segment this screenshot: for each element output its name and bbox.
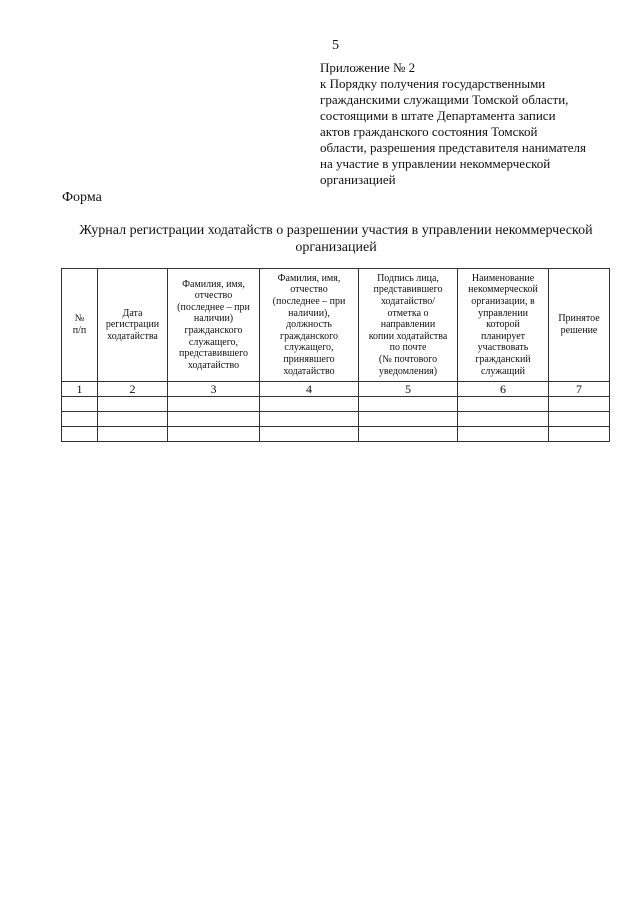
header-text-line: Фамилия, имя, [182,278,245,290]
column-number-row [62,382,610,397]
table-cell [549,412,610,427]
table-row [62,412,610,427]
header-text-line: организации, в [471,296,535,308]
header-text-line: представившего [373,284,443,296]
header-text-line: наличии) [193,313,234,325]
column-number: 1 [62,382,98,397]
table-cell [62,412,98,427]
table-cell [458,412,549,427]
table-cell [359,412,458,427]
page-number: 5 [332,38,339,53]
table-cell [62,427,98,442]
appendix-line: Приложение № 2 [320,60,416,75]
journal-title [62,222,610,256]
header-text-line: ходатайство [187,359,240,371]
header-decision-cell [549,269,610,382]
header-text-line: ходатайство [283,365,335,377]
table-cell [260,427,359,442]
table-row [62,397,610,412]
table-cell [549,427,610,442]
journal-title-line: Журнал регистрации ходатайств о разрешении участия в управлении некоммерческой [79,223,593,238]
header-text-line: принявшего [283,353,335,365]
table-cell [260,397,359,412]
header-text-line: планирует [480,330,526,342]
appendix-line: гражданскими служащими Томской области, [320,92,569,107]
column-number: 7 [549,382,610,397]
header-text-line: направлении [380,319,436,331]
header-text-line: представившего [179,348,248,360]
table-cell [359,427,458,442]
appendix-line: организацией [320,172,396,187]
header-text-line: № [74,313,85,325]
table-cell [168,427,260,442]
table-cell [458,397,549,412]
header-text-line: должность [286,319,332,331]
appendix-line: на участие в управлении некоммерческой [320,156,551,171]
header-text-line: Подпись лица, [377,272,439,284]
journal-title-line: организацией [295,240,377,255]
header-text-line: (последнее – при [272,296,346,308]
register-table [61,268,610,442]
table-cell [359,397,458,412]
header-text-line: отчество [194,290,233,302]
header-text-line: служащего, [188,336,239,348]
column-number: 4 [260,382,359,397]
header-text-line: решение [560,325,598,336]
header-text-line: служащего, [284,342,334,354]
header-text-line: которой [486,319,520,331]
header-text-line: служащий [480,365,526,377]
header-text-line: (№ почтового [378,353,438,365]
header-text-line: (последнее – при [177,301,250,313]
header-date-cell [98,269,168,382]
header-text-line: гражданского [184,325,243,336]
table-cell [98,397,168,412]
header-organization-cell [458,269,549,382]
table-cell [98,427,168,442]
table-cell [260,412,359,427]
appendix-line: состоящими в штате Департамента записи [320,108,556,123]
header-text-line: ходатайство/ [380,296,436,308]
header-text-line: некоммерческой [468,284,538,296]
form-label: Форма [62,190,102,205]
header-text-line: копии ходатайства [368,330,448,342]
header-text-line: п/п [72,325,87,336]
column-number: 5 [359,382,458,397]
table-cell [98,412,168,427]
table-row [62,427,610,442]
header-signature-cell [359,269,458,382]
appendix-line: к Порядку получения государственными [320,76,546,91]
header-number-cell [62,269,98,382]
header-text-line: ходатайства [107,330,158,342]
header-text-line: отчество [290,284,328,296]
column-number: 3 [168,382,260,397]
header-text-line: участвовать [477,342,529,354]
header-text-line: наличии), [288,307,330,319]
appendix-line: актов гражданского состояния Томской [320,124,538,139]
table-cell [549,397,610,412]
column-number: 6 [458,382,549,397]
header-text-line: Принятое [558,313,600,325]
header-text-line: гражданского [280,330,338,342]
header-text-line: Фамилия, имя, [277,272,341,284]
header-text-line: управлении [478,307,528,319]
header-receiver-cell [260,269,359,382]
table-header-row [62,269,610,382]
header-text-line: Наименование [471,272,535,284]
header-text-line: уведомления) [378,365,438,377]
header-text-line: Дата [122,307,143,319]
table-cell [458,427,549,442]
header-text-line: гражданский [475,353,531,365]
table-cell [168,397,260,412]
header-applicant-cell [168,269,260,382]
header-text-line: по почте [389,342,427,354]
column-number: 2 [98,382,168,397]
table-cell [168,412,260,427]
appendix-line: области, разрешения представителя нанимателя [320,140,586,155]
header-text-line: регистрации [105,319,160,331]
table-cell [62,397,98,412]
appendix-block [320,60,620,188]
header-text-line: отметка о [387,307,429,319]
